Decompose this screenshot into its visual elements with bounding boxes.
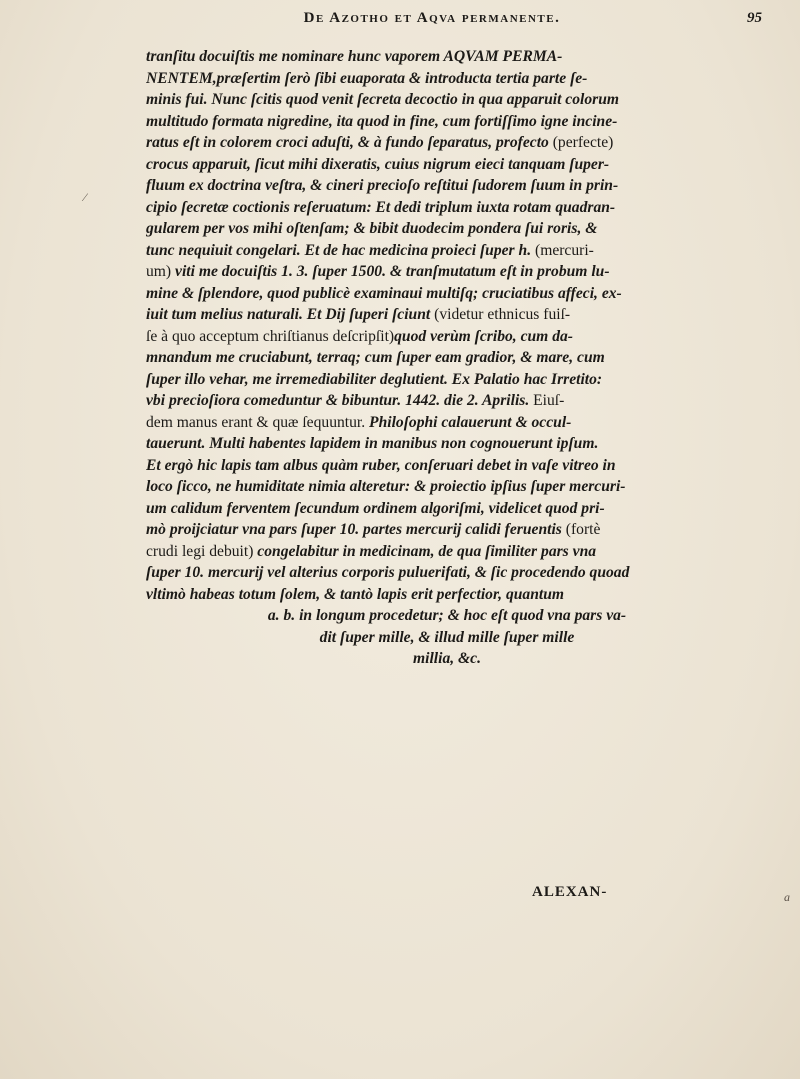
- text-segment: NENTEM,præſertim ſerò ſibi euaporata & introducta tertia parte ſe-: [146, 69, 588, 87]
- text-line: [146, 476, 748, 498]
- text-line: [146, 326, 748, 348]
- text-segment: tranſitu docuiſtis me nominare hunc vaporem AQVAM PERMA-: [146, 48, 563, 65]
- text-line: [146, 283, 748, 305]
- text-line: [146, 89, 748, 111]
- text-segment: Et ergò hic lapis tam albus quàm ruber, conſeruari debet in vaſe vitreo in: [146, 456, 616, 474]
- margin-mark-left: ⁄: [84, 190, 87, 204]
- text-segment: dit ſuper mille, & illud mille ſuper mille: [319, 628, 575, 646]
- text-segment: um calidum ferventem ſecundum ordinem algoriſmi, videlicet quod pri-: [146, 499, 605, 517]
- text-segment: Philoſophi calauerunt & occul-: [369, 413, 572, 431]
- catchword: ALEXAN-: [532, 884, 608, 900]
- text-segment: gularem per vos mihi oſtenſam; & bibit duodecim pondera ſui roris, &: [146, 220, 598, 237]
- text-segment: mò proijciatur vna pars ſuper 10. partes mercurij calidi feruentis: [146, 521, 566, 538]
- text-segment: vbi precioſiora comeduntur & bibuntur. 1442. die 2. Aprilis.: [146, 392, 534, 409]
- text-line: [146, 433, 748, 455]
- text-segment: fluum ex doctrina veſtra, & cineri precioſo reſtitui ſudorem ſuum in prin-: [146, 177, 619, 194]
- text-segment: quod verùm ſcribo, cum da-: [394, 327, 573, 345]
- text-line: [146, 519, 748, 541]
- text-line: [146, 175, 748, 197]
- text-segment: millia, &c.: [412, 650, 481, 667]
- text-segment: vltimò habeas totum ſolem, & tantò lapis erit perfectior, quantum: [146, 585, 565, 603]
- text-line: [146, 541, 748, 563]
- text-line: [146, 46, 748, 68]
- margin-mark-right: a: [784, 890, 790, 904]
- text-segment: (fortè: [565, 521, 601, 538]
- text-line: [146, 197, 748, 219]
- text-segment: crudi legi debuit): [146, 542, 258, 560]
- text-line: [146, 412, 748, 434]
- text-segment: (perfecte): [552, 134, 614, 151]
- text-segment: um): [146, 263, 176, 280]
- text-segment: minis fui. Nunc ſcitis quod venit ſecreta decoctio in qua apparuit colorum: [146, 91, 620, 108]
- page-number: 95: [747, 10, 762, 26]
- page-header: [132, 10, 762, 40]
- text-segment: iuit tum melius naturali. Et Dij ſuperi ſciunt: [146, 306, 435, 323]
- text-line: [146, 648, 748, 670]
- text-line: [146, 261, 748, 283]
- text-line: [146, 498, 748, 520]
- text-segment: ſuper illo vehar, me irremediabiliter deglutient. Ex Palatio hac Irretito:: [146, 370, 603, 388]
- text-line: [146, 390, 748, 412]
- body-text: [146, 46, 748, 670]
- text-segment: loco ſicco, ne humiditate nimia alteretur: & proiectio ipſius ſuper mercuri-: [146, 478, 626, 495]
- text-line: [146, 304, 748, 326]
- text-segment: crocus apparuit, ſicut mihi dixeratis, cuius nigrum eieci tanquam ſuper-: [146, 155, 610, 173]
- text-segment: viti me docuiſtis 1. 3. ſuper 1500. & tranſmutatum eſt in probum lu-: [175, 263, 610, 280]
- text-line: [146, 132, 748, 154]
- text-line: [146, 369, 748, 391]
- text-segment: Eiuſ-: [533, 392, 565, 409]
- text-segment: tunc nequiuit congelari. Et de hac medicina proieci ſuper h.: [146, 241, 535, 259]
- text-segment: tauerunt. Multi habentes lapidem in manibus non cognouerunt ipſum.: [146, 435, 599, 452]
- text-line: [146, 562, 748, 584]
- text-segment: ſe à quo acceptum chriſtianus deſcripſit): [146, 327, 395, 345]
- text-segment: dem manus erant & quæ ſequuntur.: [146, 413, 370, 431]
- text-line: [146, 347, 748, 369]
- text-segment: a. b. in longum procedetur; & hoc eſt quod vna pars va-: [267, 607, 627, 624]
- text-line: [146, 584, 748, 606]
- text-segment: ſuper 10. mercurij vel alterius corporis puluerifati, & ſic procedendo quoad: [146, 564, 630, 581]
- text-segment: multitudo formata nigredine, ita quod in fine, cum fortiſſimo igne incine-: [146, 112, 618, 130]
- text-segment: ratus eſt in colorem croci aduſti, & à fundo ſeparatus, profecto: [146, 134, 553, 151]
- text-segment: cipio ſecretæ coctionis reſeruatum: Et dedi triplum iuxta rotam quadran-: [146, 198, 616, 216]
- running-head: De Azotho et Aqva permanente.: [303, 10, 561, 26]
- text-line: [146, 240, 748, 262]
- text-line: [146, 68, 748, 90]
- text-line: [146, 218, 748, 240]
- text-line: [146, 605, 748, 627]
- text-line: [146, 111, 748, 133]
- text-line: [146, 154, 748, 176]
- text-line: [146, 627, 748, 649]
- text-segment: congelabitur in medicinam, de qua ſimiliter pars vna: [257, 542, 597, 560]
- text-segment: (mercuri-: [535, 241, 594, 259]
- text-segment: mine & ſplendore, quod publicè examinaui multiſq; cruciatibus affeci, ex-: [146, 284, 622, 302]
- text-line: [146, 455, 748, 477]
- text-segment: (videtur ethnicus fuiſ-: [434, 306, 571, 323]
- text-segment: mnandum me cruciabunt, terraq; cum ſuper eam gradior, & mare, cum: [146, 349, 605, 366]
